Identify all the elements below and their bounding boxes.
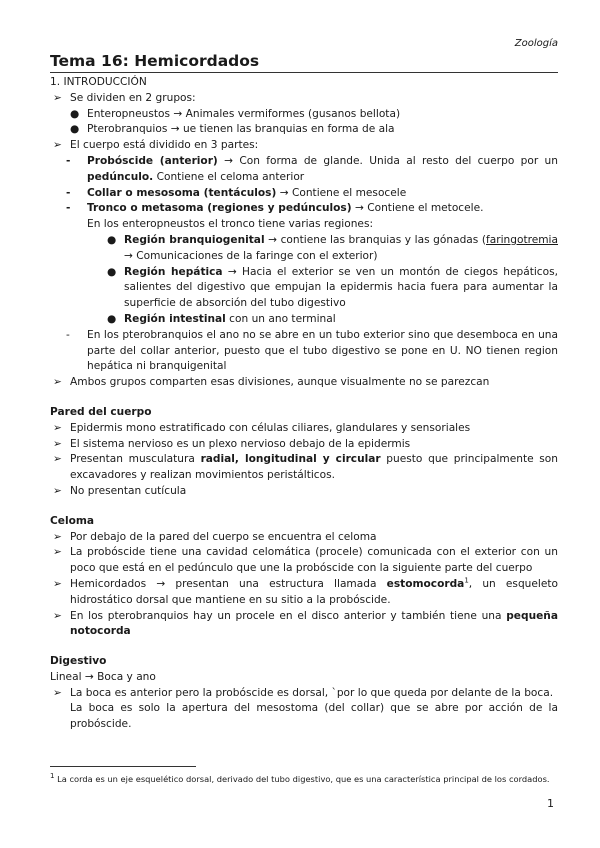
list-item: ➢ En los pterobranquios hay un procele en el disco anterior y también tiene una pequeña notocorda	[53, 609, 558, 638]
dot-bullet-icon: ●	[107, 265, 117, 278]
dot-bullet-icon: ●	[107, 233, 117, 246]
arrow-bullet-icon: ➢	[53, 421, 62, 434]
list-item: ● Región hepática → Hacia el exterior se ven un montón de ciegos hepáticos, salientes del digestivo que empujan la epidermis hacia fuera para aumentar la superficie de absorción del tubo digestivo	[107, 265, 559, 310]
list-item: ➢ La probóscide tiene una cavidad celomática (procele) comunicada con el exterior con un poco que está en el pedúnculo que une la probóscide con la siguiente parte del cuerpo	[53, 546, 558, 575]
document-body	[50, 75, 558, 733]
list-item: ➢ Por debajo de la pared del cuerpo se encuentra el celoma	[50, 530, 558, 546]
list-item: ● Región branquiogenital → contiene las branquias y las gónadas (faringotremia → Comunicaciones de la faringe con el exterior)	[107, 233, 558, 262]
paragraph: Lineal → Boca y ano	[50, 670, 156, 683]
title-divider	[50, 72, 558, 73]
list-item: ➢ El sistema nervioso es un plexo nervioso debajo de la epidermis	[50, 437, 558, 453]
arrow-bullet-icon: ➢	[53, 686, 62, 699]
list-item: ➢ Se dividen en 2 grupos:	[50, 91, 558, 107]
subject-label: Zoología	[514, 38, 558, 49]
page-number: 1	[547, 797, 554, 810]
list-item: ➢ Epidermis mono estratificado con células ciliares, glandulares y sensoriales	[50, 421, 558, 437]
arrow-bullet-icon: ➢	[53, 530, 62, 543]
list-item: ➢ El cuerpo está dividido en 3 partes:	[50, 138, 558, 154]
arrow-bullet-icon: ➢	[53, 484, 62, 497]
list-item: ● Región intestinal con un ano terminal	[50, 312, 558, 328]
list-item: ➢ Ambos grupos comparten esas divisiones, aunque visualmente no se parezcan	[50, 375, 558, 391]
section-heading-celoma: Celoma	[50, 514, 95, 527]
arrow-bullet-icon: ➢	[53, 91, 62, 104]
list-item: - En los pterobranquios el ano no se abre en un tubo exterior sino que desemboca en una parte del collar anterior, puesto que el tubo digestivo se pone en U. NO tienen region hepática ni branquigenital	[66, 328, 558, 373]
list-item: ➢ Hemicordados → presentan una estructura llamada estomocorda$^1$, un esqueleto hidrostático dorsal que mantiene en su sitio a la probóscide.	[53, 576, 558, 606]
list-item: - Probóscide (anterior) → Con forma de glande. Unida al resto del cuerpo por un pedúnculo. Contiene el celoma anterior	[66, 154, 558, 183]
arrow-bullet-icon: ➢	[53, 609, 62, 622]
list-item: ➢ No presentan cutícula	[50, 484, 558, 500]
list-item: ➢ La boca es anterior pero la probóscide es dorsal, `por lo que queda por delante de la boca.	[50, 686, 558, 702]
footnote-ref: 1	[464, 576, 469, 585]
dot-bullet-icon: ●	[70, 107, 80, 120]
dot-bullet-icon: ●	[107, 312, 117, 325]
dot-bullet-icon: ●	[70, 123, 80, 136]
arrow-bullet-icon: ➢	[53, 546, 62, 559]
arrow-bullet-icon: ➢	[53, 453, 62, 466]
list-item: - Collar o mesosoma (tentáculos) → Contiene el mesocele	[50, 186, 558, 202]
list-item: - Tronco o metasoma (regiones y pedúnculos) → Contiene el metocele.	[50, 201, 558, 217]
section-heading-introduccion: 1. INTRODUCCIÓN	[50, 76, 147, 88]
list-item: ● Enteropneustos → Animales vermiformes (gusanos bellota)	[50, 107, 558, 123]
arrow-bullet-icon: ➢	[53, 577, 62, 590]
page-title: Tema 16: Hemicordados	[50, 52, 260, 70]
paragraph: En los enteropneustos el tronco tiene varias regiones:	[87, 218, 374, 231]
footnote-number: 1	[50, 772, 55, 781]
list-item: ➢ Presentan musculatura radial, longitudinal y circular puesto que principalmente son excavadores y realizan movimientos peristálticos.	[53, 453, 559, 482]
dash-bullet-icon: -	[66, 186, 71, 199]
arrow-bullet-icon: ➢	[53, 376, 62, 389]
footnote-divider	[50, 766, 196, 767]
dash-bullet-icon: -	[66, 328, 70, 341]
paragraph: La boca es solo la apertura del mesostoma (del collar) que se abre por acción de la probóscide.	[70, 702, 558, 731]
list-item: ● Pterobranquios → ue tienen las branquias en forma de ala	[50, 122, 558, 138]
arrow-bullet-icon: ➢	[53, 437, 62, 450]
section-heading-digestivo: Digestivo	[50, 655, 107, 668]
dash-bullet-icon: -	[66, 154, 71, 167]
section-heading-pared: Pared del cuerpo	[50, 405, 152, 418]
footnote: $^1$ La corda es un eje esquelético dorsal, derivado del tubo digestivo, que es una característica principal de los cordados.	[50, 772, 550, 784]
arrow-bullet-icon: ➢	[53, 139, 62, 152]
dash-bullet-icon: -	[66, 202, 71, 215]
